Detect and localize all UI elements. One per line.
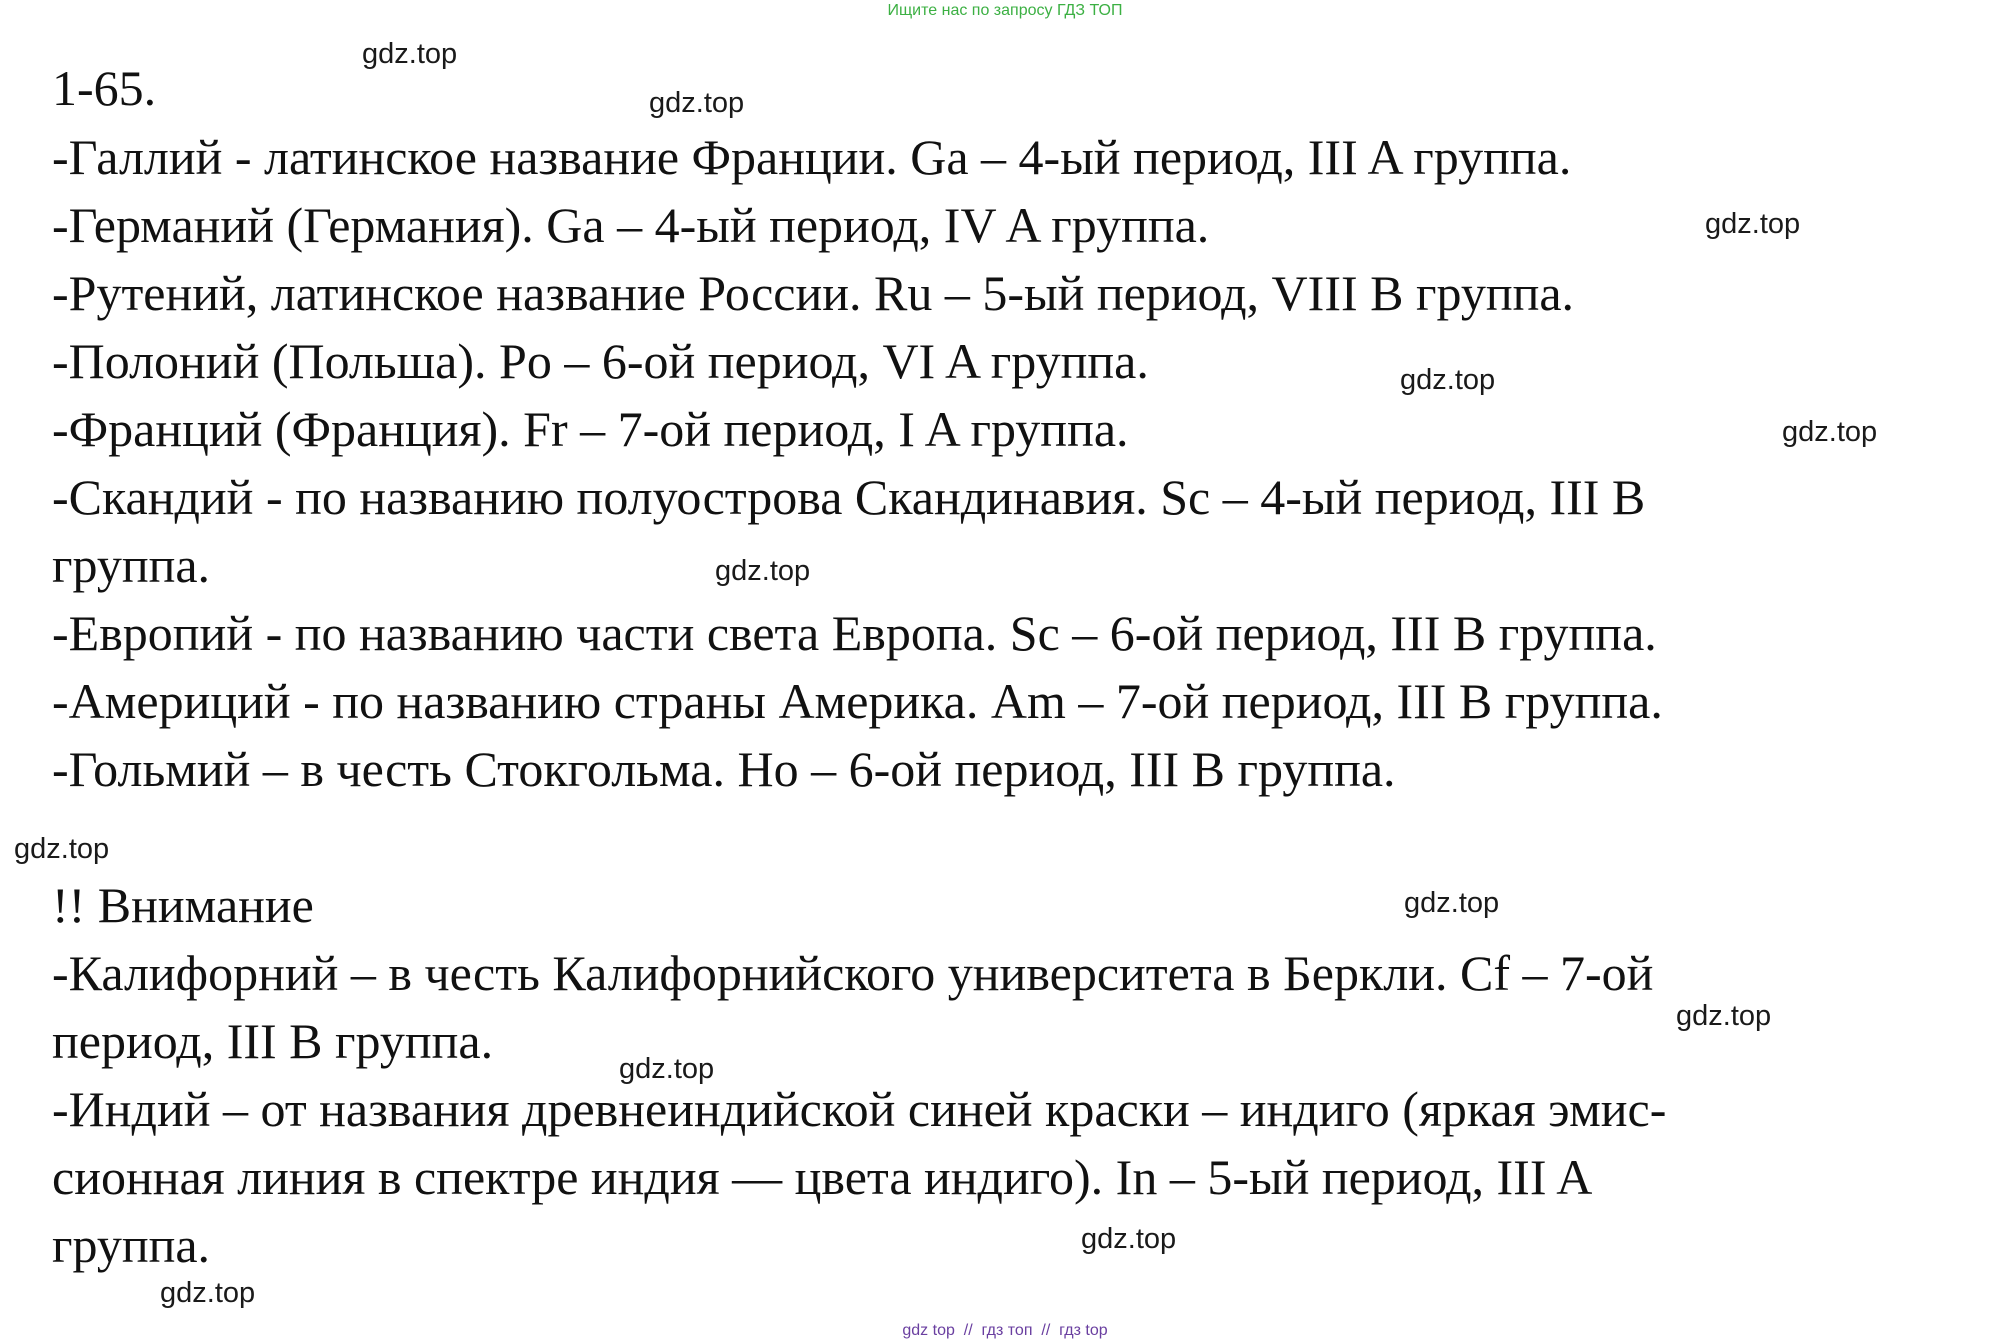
text-line: -Гольмий – в честь Стокгольма. Ho – 6-ой период, III B группа. — [52, 741, 1396, 797]
text-line: -Калифорний – в честь Калифорнийского университета в Беркли. Cf – 7-ой — [52, 945, 1654, 1001]
watermark: gdz.top — [619, 1053, 715, 1085]
watermark: gdz.top — [1404, 887, 1500, 919]
watermark: gdz.top — [160, 1277, 256, 1309]
text-line: -Полоний (Польша). Po – 6-ой период, VI A группа. — [52, 333, 1149, 389]
watermark: gdz.top — [715, 555, 811, 587]
watermark: gdz.top — [649, 87, 745, 119]
watermark: gdz.top — [1081, 1223, 1177, 1255]
text-line: -Индий – от названия древнеиндийской синей краски – индиго (яркая эмис- — [52, 1081, 1667, 1137]
exercise-number: 1-65. — [52, 60, 157, 116]
text-line: -Европий - по названию части света Европа. Sc – 6-ой период, III B группа. — [52, 605, 1657, 661]
watermark: gdz.top — [1782, 416, 1878, 448]
text-line: сионная линия в спектре индия — цвета индиго). In – 5-ый период, III A — [52, 1149, 1593, 1205]
text-line: -Германий (Германия). Ga – 4-ый период, IV A группа. — [52, 197, 1210, 253]
watermark: gdz.top — [1705, 208, 1801, 240]
bottom-banner[interactable]: gdz top // гдз топ // гдз top — [902, 1322, 1108, 1339]
watermark: gdz.top — [14, 833, 110, 865]
watermark: gdz.top — [1676, 1000, 1772, 1032]
text-line: -Америций - по названию страны Америка. Am – 7-ой период, III B группа. — [52, 673, 1663, 729]
watermark: gdz.top — [1400, 364, 1496, 396]
text-line: группа. — [52, 537, 211, 593]
top-banner[interactable]: Ищите нас по запросу ГДЗ ТОП — [887, 2, 1123, 19]
text-line: период, III B группа. — [52, 1013, 494, 1069]
text-line: группа. — [52, 1217, 211, 1273]
text-line: -Скандий - по названию полуострова Скандинавия. Sc – 4-ый период, III B — [52, 469, 1646, 525]
text-line: -Франций (Франция). Fr – 7-ой период, I A группа. — [52, 401, 1129, 457]
text-line: -Галлий - латинское название Франции. Ga – 4-ый период, III A группа. — [52, 129, 1572, 185]
watermark: gdz.top — [362, 38, 458, 70]
text-line: -Рутений, латинское название России. Ru – 5-ый период, VIII B группа. — [52, 265, 1575, 321]
attention-heading: !! Внимание — [52, 877, 314, 933]
